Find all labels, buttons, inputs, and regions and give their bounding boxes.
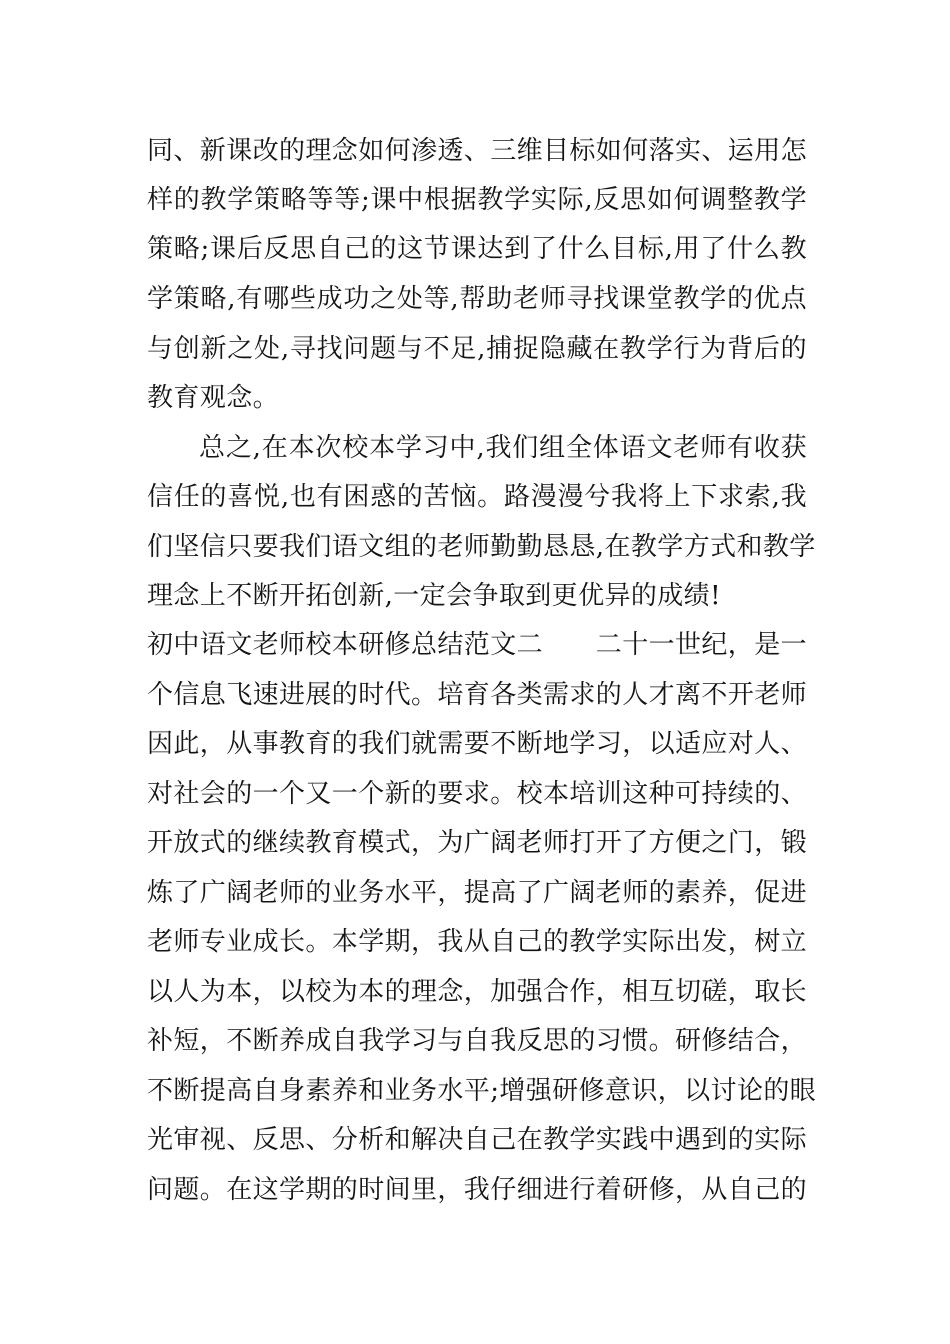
- section-heading-line: 初中语文老师校本研修总结范文二 二十一世纪，是一: [147, 630, 808, 660]
- text-line: 不断提高自身素养和业务水平;增强研修意识，以讨论的眼: [147, 1076, 817, 1106]
- text-line: 炼了广阔老师的业务水平，提高了广阔老师的素养，促进: [147, 878, 808, 908]
- text-line: 策略;课后反思自己的这节课达到了什么目标,用了什么教: [147, 234, 807, 264]
- text-line: 与创新之处,寻找问题与不足,捕捉隐藏在教学行为背后的: [147, 334, 807, 364]
- text-line: 个信息飞速进展的时代。培育各类需求的人才离不开老师: [147, 680, 808, 710]
- text-line: 教育观念。: [147, 383, 280, 413]
- text-line: 光审视、反思、分析和解决自己在教学实践中遇到的实际: [147, 1125, 808, 1155]
- text-line: 样的教学策略等等;课中根据教学实际,反思如何调整教学: [147, 185, 807, 215]
- text-line: 以人为本，以校为本的理念，加强合作，相互切磋，取长: [147, 977, 808, 1007]
- text-line: 学策略,有哪些成功之处等,帮助老师寻找课堂教学的优点: [147, 284, 807, 314]
- text-line: 开放式的继续教育模式，为广阔老师打开了方便之门，锻: [147, 828, 808, 858]
- text-line: 信任的喜悦,也有困惑的苦恼。路漫漫兮我将上下求索,我: [147, 482, 807, 512]
- text-line: 们坚信只要我们语文组的老师勤勤恳恳,在教学方式和教学: [147, 532, 816, 562]
- text-line: 补短，不断养成自我学习与自我反思的习惯。研修结合，: [147, 1026, 808, 1056]
- text-line: 理念上不断开拓创新,一定会争取到更优异的成绩!: [147, 581, 721, 611]
- text-line: 同、新课改的理念如何渗透、三维目标如何落实、运用怎: [147, 136, 808, 166]
- text-line: 老师专业成长。本学期，我从自己的教学实际出发，树立: [147, 927, 808, 957]
- text-line: 问题。在这学期的时间里，我仔细进行着研修，从自己的: [147, 1175, 808, 1205]
- text-line: 对社会的一个又一个新的要求。校本培训这种可持续的、: [147, 779, 808, 809]
- text-line: 因此，从事教育的我们就需要不断地学习，以适应对人、: [147, 729, 808, 759]
- text-line: 总之,在本次校本学习中,我们组全体语文老师有收获: [199, 433, 807, 463]
